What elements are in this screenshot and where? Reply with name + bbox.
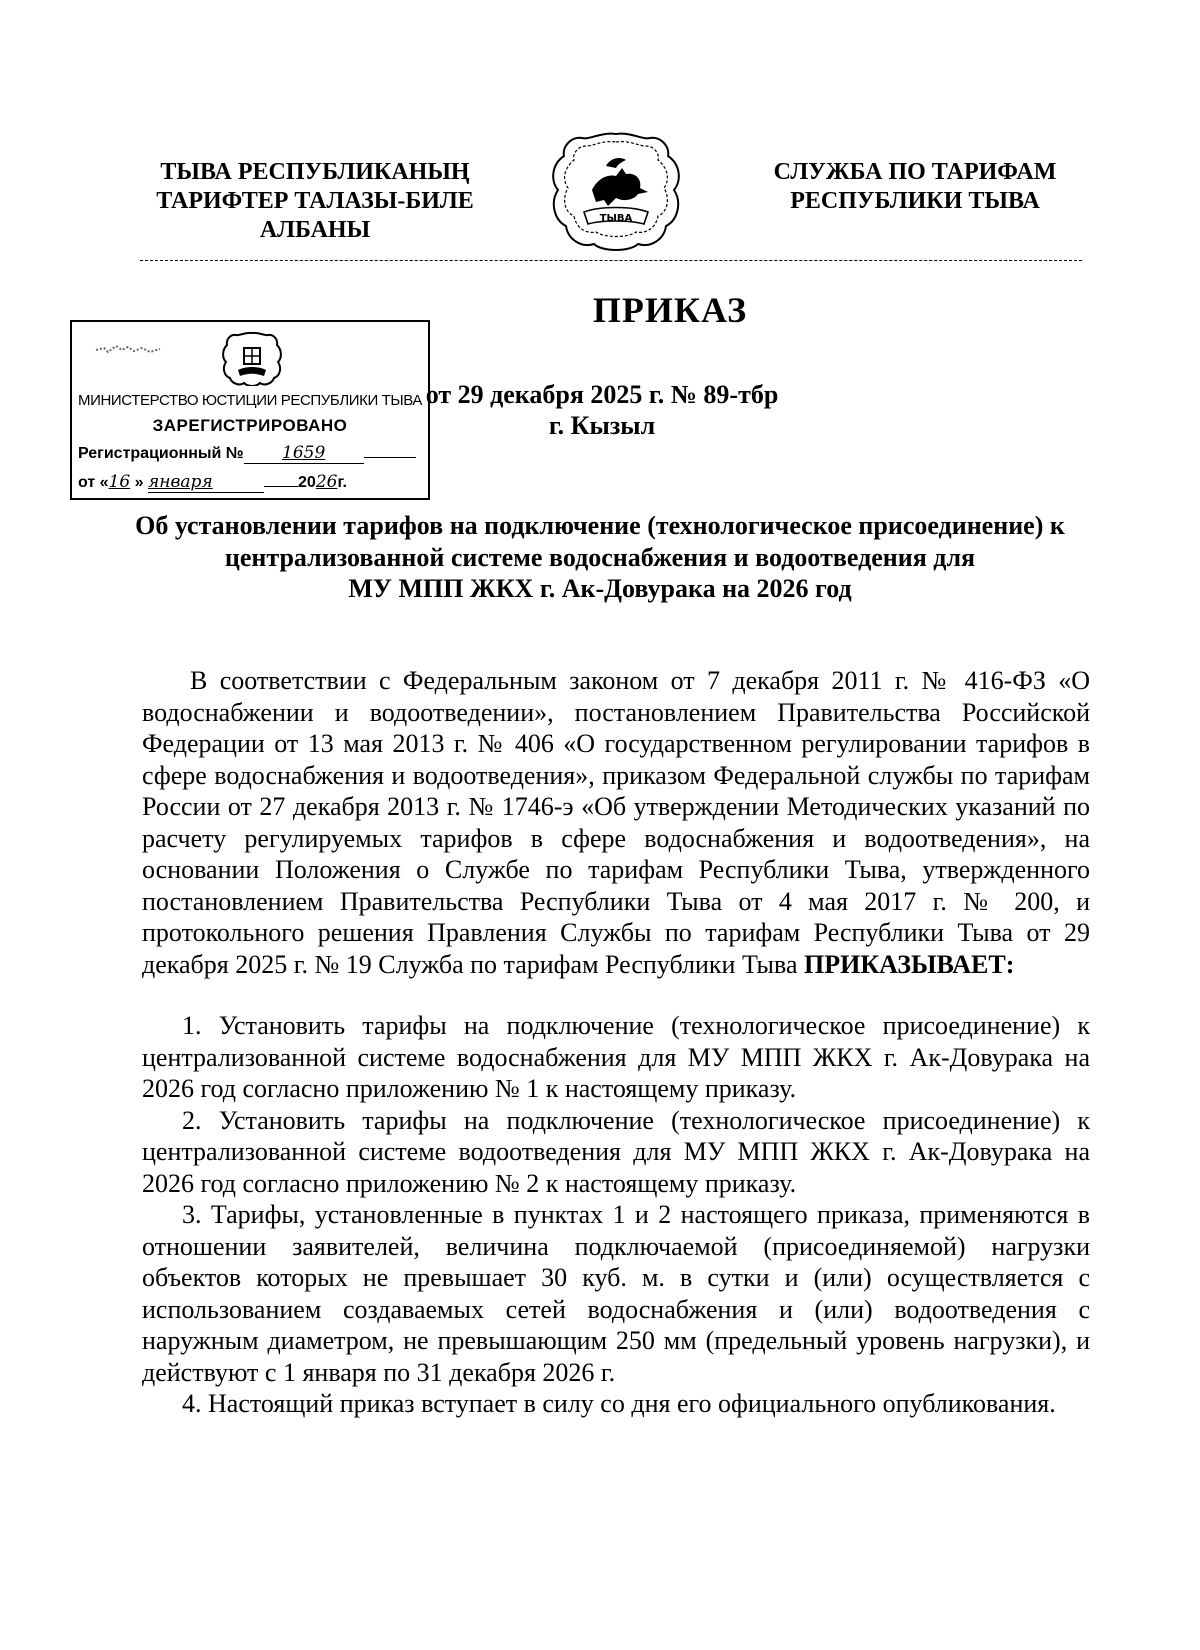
stamp-date-day: 16 [108,472,131,492]
stamp-date-year-suffix: 26 [315,472,338,492]
stamp-ministry: МИНИСТЕРСТВО ЮСТИЦИИ РЕСПУБЛИКИ ТЫВА [78,392,423,409]
header-right-block [745,158,1085,216]
order-items [142,1010,1090,1420]
emblem-label: ТЫВА [599,213,633,224]
order-item-2: 2. Установить тарифы на подключение (технологическое присоединение) к централизованной системе водоотведения для МУ МПП ЖКХ г. Ак-Довурака на 2026 год согласно приложению № 2 к настоящему приказу. [142,1105,1090,1198]
stamp-date-sep: » [134,474,144,491]
header-left-line1: ТЫВА РЕСПУБЛИКАНЫҢ [160,159,470,185]
header-left-block [130,158,500,245]
order-item-1: 1. Установить тарифы на подключение (технологическое присоединение) к централизованной системе водоснабжения для МУ МПП ЖКХ г. Ак-Довурака на 2026 год согласно приложению № 1 к настоящему приказу. [142,1011,1090,1103]
page-title: ПРИКАЗ [592,290,748,330]
preamble-text: В соответствии с Федеральным законом от 7 декабря 2011 г. № 416-ФЗ «О водоснабжении и водоотведении», постановлением Правительства Российской Федерации от 13 мая 2013 г. № 406 «О государственном регулировании тарифов в сфере водоснабжения и водоотведения», приказом Федеральной службы по тарифам России от 27 декабря 2013 г. № 1746-э «Об утверждении Методических указаний по расчету регулируемых тарифов в сфере водоснабжения и водоотведения», на основании Положения о Службе по тарифам Республики Тыва, утвержденного постановлением Правительства Республики Тыва от 4 мая 2017 г. № 200, и протокольного решения Правления Службы по тарифам Республики Тыва от 29 декабря 2025 г. № 19 Служба по тарифам Республики Тыва [142,666,1090,979]
order-city: г. Кызыл [548,411,656,440]
header-right-line2: РЕСПУБЛИКИ ТЫВА [790,188,1040,214]
order-subject [100,510,1100,605]
order-date-number: от 29 декабря 2025 г. № 89-тбр [425,380,779,409]
preamble [142,665,1090,980]
stamp-reg-number-field [244,443,364,464]
tuva-coat-of-arms-icon [546,128,686,256]
preamble-colon: : [1005,949,1015,979]
stamp-date [78,472,428,493]
order-item-3: 3. Тарифы, установленные в пунктах 1 и 2 настоящего приказа, применяются в отношении заявителей, величина подключаемой (присоединяемой) нагрузки объектов которых не превышает 30 куб. м. в сутки и (или) осуществляется с использованием создаваемых сетей водоснабжения и (или) водоотведения с наружным диаметром, не превышающим 250 мм (предельный уровень нагрузки), и действуют с 1 января по 31 декабря 2026 г. [142,1200,1090,1387]
subject-line3: МУ МПП ЖКХ г. Ак-Довурака на 2026 год [348,574,852,603]
stamp-registration-number [78,443,428,464]
stamp-date-prefix: от « [78,474,109,491]
preamble-command: ПРИКАЗЫВАЕТ [803,949,1006,979]
stamp-noise-mark [94,340,164,358]
subject-line2: централизованной системе водоснабжения и водоотведения для [224,542,976,572]
stamp-registered: ЗАРЕГИСТРИРОВАНО [152,416,348,435]
stamp-date-month-field [148,472,264,493]
stamp-emblem-icon [222,330,282,386]
header-divider [140,260,1082,261]
subject-line1: Об установлении тарифов на подключение (технологическое присоединение) к [135,511,1065,540]
preamble-paragraph [142,665,1090,980]
stamp-reg-trailing-line [364,457,416,458]
stamp-date-year-prefix: 20 [298,474,316,491]
header-left-line3: АЛБАНЫ [259,217,371,243]
stamp-reg-label: Регистрационный № [78,445,244,462]
stamp-date-gap [264,486,298,487]
header-right-line1: СЛУЖБА ПО ТАРИФАМ [773,159,1057,185]
order-item-4: 4. Настоящий приказ вступает в силу со дня его официального опубликования. [182,1389,1056,1418]
stamp-date-month: января [148,472,213,492]
header-left-line2: ТАРИФТЕР ТАЛАЗЫ-БИЛЕ [156,188,474,214]
stamp-date-year-end: г. [337,474,347,491]
registration-stamp [70,320,430,500]
stamp-reg-number: 1659 [282,443,326,463]
